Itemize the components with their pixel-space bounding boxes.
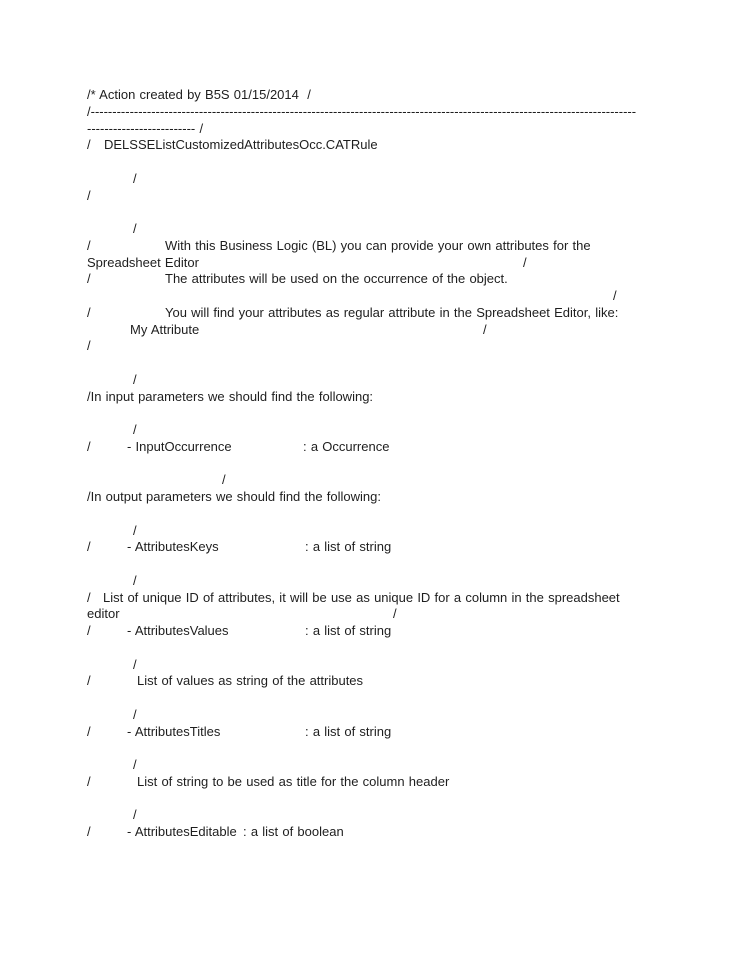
text-segment: List of unique ID of attributes, it will be use as unique ID for a column in the spreadsheet xyxy=(103,589,620,605)
text-line xyxy=(87,740,677,757)
text-line xyxy=(87,707,677,724)
text-segment: List of string to be used as title for the column header xyxy=(137,773,450,789)
text-segment: /------------------------------------------------------------------------------------------------------------------------------ xyxy=(87,103,637,119)
text-segment: / xyxy=(87,237,91,253)
text-line xyxy=(87,171,677,188)
text-segment: / xyxy=(87,338,91,354)
text-segment: / xyxy=(87,673,91,689)
text-segment: / xyxy=(133,371,137,387)
text-line xyxy=(87,539,677,556)
text-segment: : a list of string xyxy=(305,539,392,555)
text-segment: / xyxy=(87,137,91,153)
text-line xyxy=(87,673,677,690)
text-segment: / xyxy=(483,321,487,337)
text-line xyxy=(87,238,677,255)
text-line xyxy=(87,322,677,339)
text-segment: / xyxy=(133,757,137,772)
text-line xyxy=(87,657,677,674)
text-line xyxy=(87,506,677,523)
text-line xyxy=(87,338,677,355)
text-line xyxy=(87,606,677,623)
text-line xyxy=(87,640,677,657)
text-line xyxy=(87,489,677,506)
text-line xyxy=(87,623,677,640)
text-line xyxy=(87,87,677,104)
text-segment: / xyxy=(87,271,91,287)
text-line xyxy=(87,774,677,791)
text-line xyxy=(87,523,677,540)
text-segment: : a list of boolean xyxy=(243,824,344,839)
text-segment: / xyxy=(133,170,137,186)
text-segment: / xyxy=(87,438,91,454)
text-line xyxy=(87,121,677,138)
text-segment: / xyxy=(87,539,91,555)
text-segment: You will find your attributes as regular attribute in the Spreadsheet Editor, like: xyxy=(165,304,619,320)
text-segment: /In input parameters we should find the following: xyxy=(87,388,374,404)
text-segment: / xyxy=(87,773,91,789)
text-segment: / xyxy=(222,472,226,488)
text-segment: : a list of string xyxy=(305,723,392,739)
text-segment: / xyxy=(133,572,137,588)
text-segment: ------------------------- / xyxy=(87,120,204,136)
text-line xyxy=(87,824,677,841)
document-text xyxy=(87,87,677,841)
text-segment: - AttributesKeys xyxy=(127,539,219,555)
text-segment: DELSSEListCustomizedAttributesOcc.CATRule xyxy=(104,137,378,153)
text-segment: / xyxy=(87,589,91,605)
text-line xyxy=(87,422,677,439)
text-line xyxy=(87,456,677,473)
text-line xyxy=(87,405,677,422)
text-segment: / xyxy=(133,807,137,823)
text-line xyxy=(87,690,677,707)
text-segment: / xyxy=(87,187,91,203)
text-line xyxy=(87,472,677,489)
text-segment: With this Business Logic (BL) you can provide your own attributes for the xyxy=(165,237,591,253)
text-segment: / xyxy=(133,656,137,672)
text-line xyxy=(87,154,677,171)
text-segment: - AttributesTitles xyxy=(127,723,221,739)
text-line xyxy=(87,389,677,406)
text-line xyxy=(87,255,677,272)
text-line xyxy=(87,724,677,741)
text-segment: / xyxy=(133,422,137,437)
text-line xyxy=(87,355,677,372)
text-line xyxy=(87,104,677,121)
text-segment: / xyxy=(87,824,91,839)
text-line xyxy=(87,372,677,389)
text-segment: - AttributesEditable xyxy=(127,824,237,839)
text-segment: / xyxy=(87,304,91,320)
text-line xyxy=(87,188,677,205)
text-segment: / xyxy=(523,254,527,270)
text-segment: : a list of string xyxy=(305,623,392,638)
text-line xyxy=(87,439,677,456)
text-segment: / xyxy=(133,221,137,236)
text-line xyxy=(87,288,677,305)
text-line xyxy=(87,221,677,238)
text-line xyxy=(87,590,677,607)
text-segment: My Attribute xyxy=(130,321,200,337)
text-segment: / xyxy=(613,288,617,303)
text-segment: Spreadsheet Editor xyxy=(87,254,199,270)
text-segment: /* Action created by B5S 01/15/2014 / xyxy=(87,87,311,102)
text-line xyxy=(87,271,677,288)
text-line xyxy=(87,204,677,221)
text-segment: - AttributesValues xyxy=(127,623,229,638)
text-line xyxy=(87,305,677,322)
text-line xyxy=(87,137,677,154)
text-segment: editor xyxy=(87,606,120,622)
text-segment: /In output parameters we should find the following: xyxy=(87,489,381,504)
text-segment: / xyxy=(133,522,137,538)
text-segment: / xyxy=(87,623,91,638)
text-line xyxy=(87,757,677,774)
text-segment: / xyxy=(87,723,91,739)
text-segment: : a Occurrence xyxy=(303,438,390,454)
text-line xyxy=(87,556,677,573)
text-line xyxy=(87,791,677,808)
text-segment: / xyxy=(133,706,137,722)
text-segment: / xyxy=(393,606,397,622)
text-segment: The attributes will be used on the occurrence of the object. xyxy=(165,271,508,287)
text-line xyxy=(87,573,677,590)
text-segment: - InputOccurrence xyxy=(127,438,232,454)
text-segment: List of values as string of the attributes xyxy=(137,673,364,689)
text-line xyxy=(87,807,677,824)
